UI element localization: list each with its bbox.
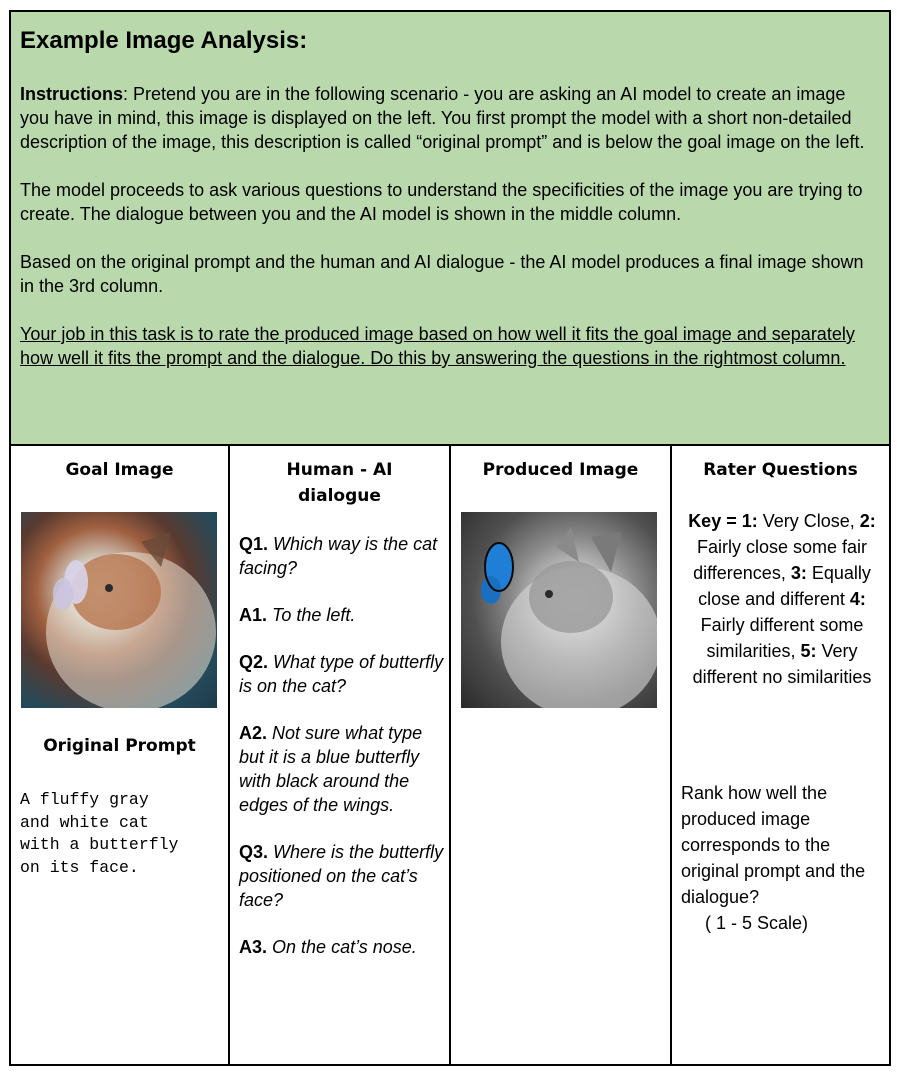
dialogue-item (239, 840, 444, 912)
goal-image-column (11, 446, 230, 1064)
dialogue-text: Which way is the cat facing? (239, 534, 438, 578)
dialogue-item (239, 532, 444, 580)
instructions-text: : Pretend you are in the following scenario - you are asking an AI model to create an image you have in mind, this image is displayed on the left. You first prompt the model with a short non-detailed description of the image, this description is called “original prompt” and is below the goal image on the left. (20, 84, 865, 152)
dialogue-item (239, 721, 444, 817)
key-3-text: Equally close and different (698, 563, 871, 609)
dialogue-label: Q3. (239, 842, 269, 862)
key-5-label: 5: (800, 641, 817, 661)
dialogue-text: To the left. (272, 605, 356, 625)
key-label: Key = 1: (688, 511, 758, 531)
dialogue-label: A1. (239, 605, 268, 625)
key-4-text: Fairly different some similarities, (700, 615, 864, 661)
rank-question-text: Rank how well the produced image corresponds to the original prompt and the dialogue? (681, 783, 866, 907)
dialogue-item (239, 650, 444, 698)
dialogue-text: What type of butterfly is on the cat? (239, 652, 444, 696)
goal-image (21, 512, 217, 708)
produced-image-column (451, 446, 672, 1064)
key-1-text: Very Close, (757, 511, 855, 531)
rater-questions-column (672, 446, 889, 1064)
dialogue-text: On the cat’s nose. (272, 937, 417, 957)
task-paragraph: Your job in this task is to rate the produced image based on how well it fits the goal image and separately how well it fits the prompt and the dialogue. Do this by answering the questions in the rightmost column. (20, 324, 855, 368)
instructions-panel (11, 12, 889, 446)
produced-cat-illustration (461, 512, 657, 708)
dialogue-label: Q2. (239, 652, 269, 672)
dialogue-label: A3. (239, 937, 268, 957)
original-prompt-heading: Original Prompt (43, 736, 196, 756)
dialogue-label: Q1. (239, 534, 269, 554)
instructions-paragraph (20, 82, 879, 154)
dialogue-paragraph: The model proceeds to ask various questions to understand the specificities of the image you are trying to create. The dialogue between you and the AI model is shown in the middle column. (20, 180, 863, 224)
instructions-label: Instructions (20, 84, 124, 104)
dialogue-list (239, 532, 444, 982)
key-5-text: Very different no similarities (692, 641, 872, 687)
key-2-text: Fairly close some fair differences, (693, 537, 868, 583)
key-2-label: 2: (859, 511, 876, 531)
key-3-label: 3: (790, 563, 807, 583)
dialogue-text: Where is the butterfly positioned on the cat’s face? (239, 842, 444, 910)
analysis-frame (9, 10, 891, 1066)
rank-question (681, 780, 881, 936)
dialogue-heading: Human - AI dialogue (286, 460, 393, 506)
produced-image (461, 512, 657, 708)
dialogue-item (239, 935, 444, 959)
produced-image-heading: Produced Image (482, 460, 639, 480)
rank-scale: ( 1 - 5 Scale) (705, 913, 809, 933)
key-4-label: 4: (849, 589, 866, 609)
goal-image-heading: Goal Image (65, 460, 174, 480)
dialogue-label: A2. (239, 723, 268, 743)
goal-cat-illustration (21, 512, 217, 708)
dialogue-column (230, 446, 451, 1064)
page-title: Example Image Analysis: (20, 27, 308, 54)
dialogue-item (239, 603, 444, 627)
rater-questions-heading: Rater Questions (703, 460, 858, 480)
dialogue-text: Not sure what type but it is a blue butterfly with black around the edges of the wings. (239, 723, 423, 815)
rating-key (682, 508, 882, 690)
original-prompt-text: A fluffy gray and white cat with a butterfly on its face. (20, 790, 179, 877)
produced-paragraph: Based on the original prompt and the human and AI dialogue - the AI model produces a final image shown in the 3rd column. (20, 252, 864, 296)
